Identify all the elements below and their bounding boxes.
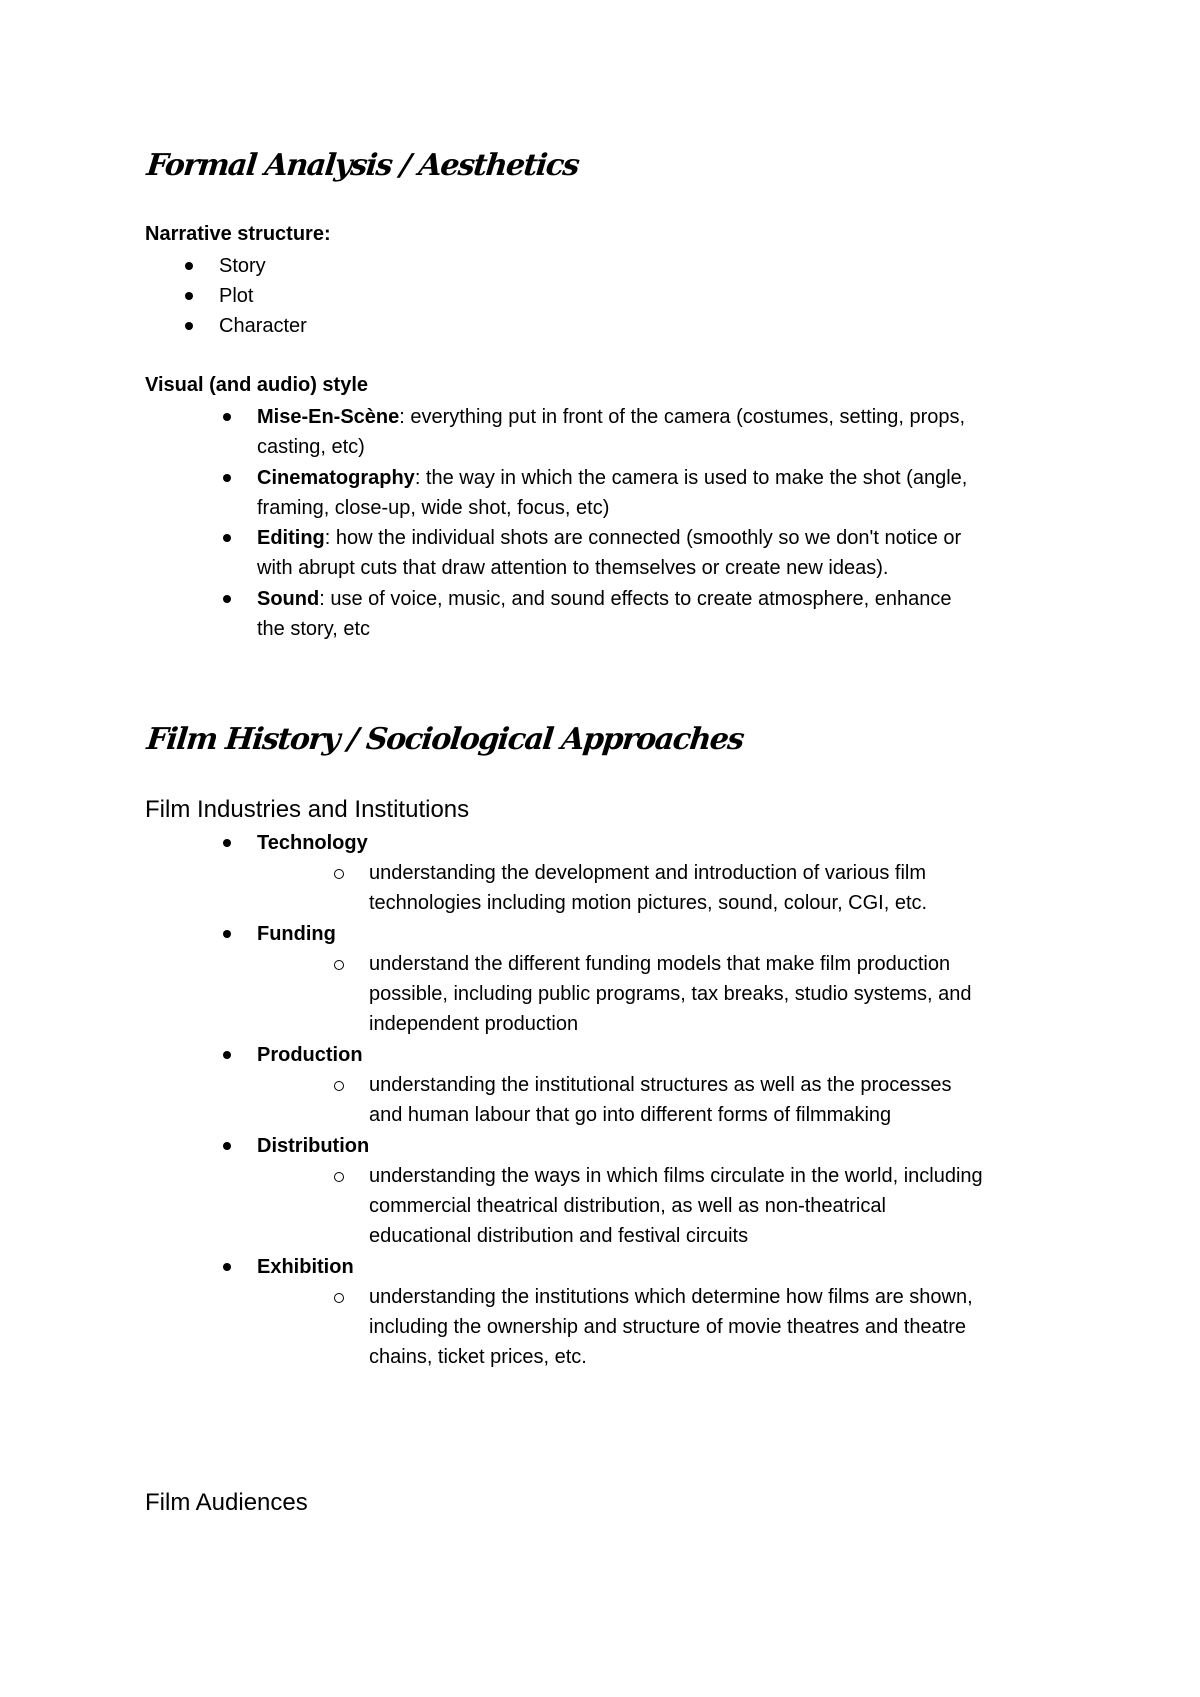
bullet-icon [223, 413, 231, 421]
industry-item-production [257, 1040, 363, 1070]
term-editing [257, 523, 961, 553]
term-label: Production [257, 1044, 363, 1066]
sub-item-text: understanding the ways in which films circulate in the world, including [369, 1165, 983, 1187]
sub-item-text: understanding the institutional structures as well as the processes [369, 1074, 952, 1096]
term-label: Editing [257, 527, 325, 549]
term-description: : everything put in front of the camera (costumes, setting, props, [399, 406, 966, 428]
term-label: Cinematography [257, 467, 415, 489]
sub-item-text: educational distribution and festival circuits [369, 1225, 749, 1247]
sub-bullet-icon [334, 1293, 344, 1303]
bullet-icon [223, 1051, 231, 1059]
film-audiences-title: Film Audiences [145, 1489, 308, 1516]
industry-item-exhibition [257, 1252, 354, 1282]
bullet-icon [185, 262, 193, 270]
bullet-icon [185, 322, 193, 330]
industry-item-technology [257, 828, 368, 858]
list-item-plot: Plot [219, 285, 254, 307]
term-label: Exhibition [257, 1256, 354, 1278]
bullet-icon [223, 1263, 231, 1271]
term-description-continued: with abrupt cuts that draw attention to themselves or create new ideas). [257, 557, 889, 579]
sub-bullet-icon [334, 960, 344, 970]
sub-item-text: and human labour that go into different forms of filmmaking [369, 1104, 892, 1126]
bullet-icon [223, 1142, 231, 1150]
list-item-story: Story [219, 255, 266, 277]
term-description-continued: casting, etc) [257, 436, 365, 458]
term-sound [257, 584, 951, 614]
industry-item-distribution [257, 1131, 369, 1161]
sub-item-text: understand the different funding models that make film production [369, 953, 951, 975]
term-description-continued: the story, etc [257, 618, 371, 640]
term-mise-en-scene [257, 402, 965, 432]
bullet-icon [223, 930, 231, 938]
sub-item-text: technologies including motion pictures, sound, colour, CGI, etc. [369, 892, 928, 914]
term-cinematography [257, 463, 967, 493]
bullet-icon [223, 474, 231, 482]
term-label: Technology [257, 832, 368, 854]
bullet-icon [223, 534, 231, 542]
bullet-icon [185, 292, 193, 300]
term-description-continued: framing, close-up, wide shot, focus, etc) [257, 497, 610, 519]
term-label: Mise-En-Scène [257, 406, 400, 428]
sub-item-text: including the ownership and structure of movie theatres and theatre [369, 1316, 967, 1338]
sub-bullet-icon [334, 1172, 344, 1182]
sub-bullet-icon [334, 869, 344, 879]
sub-item-text: understanding the institutions which determine how films are shown, [369, 1286, 973, 1308]
term-description: : the way in which the camera is used to make the shot (angle, [414, 467, 968, 489]
sub-bullet-icon [334, 1081, 344, 1091]
sub-item-text: possible, including public programs, tax breaks, studio systems, and [369, 983, 972, 1005]
sub-item-text: understanding the development and introduction of various film [369, 862, 927, 884]
bullet-icon [223, 839, 231, 847]
bullet-icon [223, 595, 231, 603]
term-label: Sound [257, 588, 320, 610]
sub-item-text: commercial theatrical distribution, as well as non-theatrical [369, 1195, 886, 1217]
section-heading-formal-analysis: Formal Analysis / Aesthetics [145, 148, 580, 183]
industry-item-funding [257, 919, 336, 949]
term-label: Distribution [257, 1135, 370, 1157]
section-heading-film-history: Film History / Sociological Approaches [145, 722, 745, 757]
narrative-structure-title: Narrative structure: [145, 223, 331, 245]
visual-style-title: Visual (and audio) style [145, 374, 369, 396]
term-description: : how the individual shots are connected (smoothly so we don't notice or [324, 527, 962, 549]
film-industries-title: Film Industries and Institutions [145, 796, 470, 823]
term-description: : use of voice, music, and sound effects to create atmosphere, enhance [319, 588, 952, 610]
sub-item-text: chains, ticket prices, etc. [369, 1346, 587, 1368]
sub-item-text: independent production [369, 1013, 579, 1035]
term-label: Funding [257, 923, 336, 945]
list-item-character: Character [219, 315, 307, 337]
